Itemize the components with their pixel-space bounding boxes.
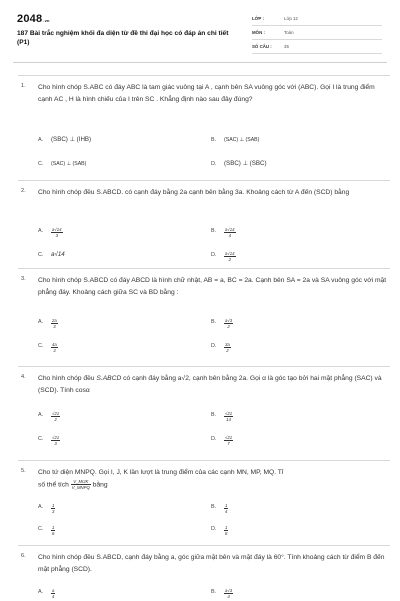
option-label: B. bbox=[211, 137, 217, 143]
meta-key: LỚP : bbox=[252, 16, 264, 21]
option-label: A. bbox=[38, 412, 44, 418]
option-label: C. bbox=[38, 436, 44, 442]
option-fraction: $\frac{a√14}{4}$ bbox=[225, 227, 235, 238]
question-text bbox=[38, 467, 388, 491]
logo-tld: .vn bbox=[43, 18, 50, 23]
question-text: Cho hình chóp đều S.ABCD. có cạnh đáy bằng 2a cạnh bên bằng 3a. Khoảng cách từ A đến (SCD) bằng bbox=[38, 189, 350, 196]
volume-ratio: $\frac{\text{V\_MIJK}}{\text{V\_MNPQ}}$ bbox=[71, 479, 90, 490]
option-fraction: $\frac{√21}{2}$ bbox=[52, 411, 60, 422]
option-value: (SAC) ⊥ (SAB) bbox=[51, 161, 87, 167]
option-fraction: $\frac{a√3}{2}$ bbox=[225, 318, 233, 329]
question-number: 4. bbox=[21, 374, 26, 380]
meta-value: 35 bbox=[284, 44, 289, 49]
option-value: a√14 bbox=[51, 251, 65, 258]
meta-row-count bbox=[252, 41, 382, 54]
meta-row-class bbox=[252, 13, 382, 26]
option-fraction: $\frac{1}{4}$ bbox=[225, 503, 228, 514]
option-label: B. bbox=[211, 589, 217, 595]
option-label: D. bbox=[211, 252, 217, 258]
question-5 bbox=[18, 460, 390, 546]
question-number: 3. bbox=[21, 276, 26, 282]
option-value: (SBC) ⊥ (SBC) bbox=[224, 160, 267, 167]
meta-value: Lớp 12 bbox=[284, 16, 298, 21]
option-fraction: $\frac{a√3}{4}$ bbox=[225, 588, 233, 599]
site-logo[interactable] bbox=[17, 13, 50, 25]
option-fraction: $\frac{√21}{14}$ bbox=[225, 411, 233, 422]
option-label: A. bbox=[38, 589, 44, 595]
option-value: (SBC) ⊥ (IHB) bbox=[51, 136, 92, 143]
option-fraction: $\frac{a√14}{2}$ bbox=[225, 251, 235, 262]
option-label: D. bbox=[211, 436, 217, 442]
option-fraction: $\frac{a}{4}$ bbox=[52, 588, 55, 599]
option-fraction: $\frac{√21}{7}$ bbox=[225, 435, 233, 446]
logo-text: 2048 bbox=[17, 13, 43, 25]
header-divider bbox=[13, 62, 387, 63]
document-title: 187 Bài trắc nghiệm khối đa diện từ đề thi đại học có đáp án chi tiết (P1) bbox=[17, 30, 229, 46]
option-value: (SAC) ⊥ (SAB) bbox=[224, 137, 260, 143]
question-4 bbox=[18, 366, 390, 461]
option-label: B. bbox=[211, 228, 217, 234]
option-label: A. bbox=[38, 504, 44, 510]
option-label: B. bbox=[211, 504, 217, 510]
option-label: C. bbox=[38, 526, 44, 532]
option-label: A. bbox=[38, 228, 44, 234]
option-label: C. bbox=[38, 343, 44, 349]
option-label: A. bbox=[38, 319, 44, 325]
option-label: B. bbox=[211, 412, 217, 418]
option-fraction: $\frac{4a}{3}$ bbox=[52, 342, 57, 353]
meta-row-subject bbox=[252, 27, 382, 40]
option-fraction: $\frac{a√14}{3}$ bbox=[52, 227, 62, 238]
question-text: Cho hình chóp S.ABC có đáy ABC là tam giác vuông tại A , cạnh bên SA vuông góc với (ABC). Gọi I là trung điểm cạnh AC , H là hình chiếu của I trên SC . Khẳng định nào sau đây đúng? bbox=[38, 84, 375, 103]
question-1 bbox=[18, 75, 390, 181]
question-number: 5. bbox=[21, 468, 26, 474]
question-text: Cho hình chóp đều S.ABCD có cạnh đáy bằng a√2, cạnh bên bằng 2a. Gọi α là góc tạo bởi hai mặt phẳng (SAC) và (SCD). Tính cosα bbox=[38, 375, 382, 394]
option-label: B. bbox=[211, 319, 217, 325]
question-text-line: số thể tích $\frac{\text{V\_MIJK}}{\text{V\_MNPQ}}$ bằng bbox=[38, 479, 108, 490]
question-2 bbox=[18, 180, 390, 268]
option-label: C. bbox=[38, 161, 44, 167]
document-header bbox=[0, 0, 400, 60]
question-number: 1. bbox=[21, 83, 26, 89]
meta-key: MÔN : bbox=[252, 30, 265, 35]
option-label: D. bbox=[211, 161, 217, 167]
option-label: D. bbox=[211, 526, 217, 532]
meta-value: Toán bbox=[284, 30, 294, 35]
meta-key: SỐ CÂU : bbox=[252, 44, 272, 49]
question-text: Cho hình chóp đều S.ABCD, cạnh đáy bằng a, góc giữa mặt bên và mặt đáy là 60°. Tính khoảng cách từ điểm B đến mặt phẳng (SCD). bbox=[38, 554, 385, 573]
question-text: Cho hình chóp S.ABCD có đáy ABCD là hình chữ nhật, AB = a, BC = 2a. Cạnh bên SA = 2a và SA vuông góc với mặt phẳng đáy. Khoảng cách giữa SC và BD bằng : bbox=[38, 277, 387, 296]
option-fraction: $\frac{2a}{3}$ bbox=[52, 318, 57, 329]
question-number: 2. bbox=[21, 188, 26, 194]
question-3 bbox=[18, 268, 390, 367]
option-label: A. bbox=[38, 137, 44, 143]
option-label: C. bbox=[38, 252, 44, 258]
option-fraction: $\frac{1}{3}$ bbox=[52, 503, 55, 514]
question-6 bbox=[18, 545, 390, 601]
option-fraction: $\frac{3a}{2}$ bbox=[225, 342, 230, 353]
option-fraction: $\frac{√21}{3}$ bbox=[52, 435, 60, 446]
option-label: D. bbox=[211, 343, 217, 349]
option-fraction: $\frac{1}{8}$ bbox=[225, 525, 228, 536]
option-fraction: $\frac{1}{6}$ bbox=[52, 525, 55, 536]
question-text-line: Cho tứ diện MNPQ. Gọi I, J, K lần lượt là trung điểm của các cạnh MN, MP, MQ. Tỉ bbox=[38, 469, 284, 476]
question-number: 6. bbox=[21, 553, 26, 559]
